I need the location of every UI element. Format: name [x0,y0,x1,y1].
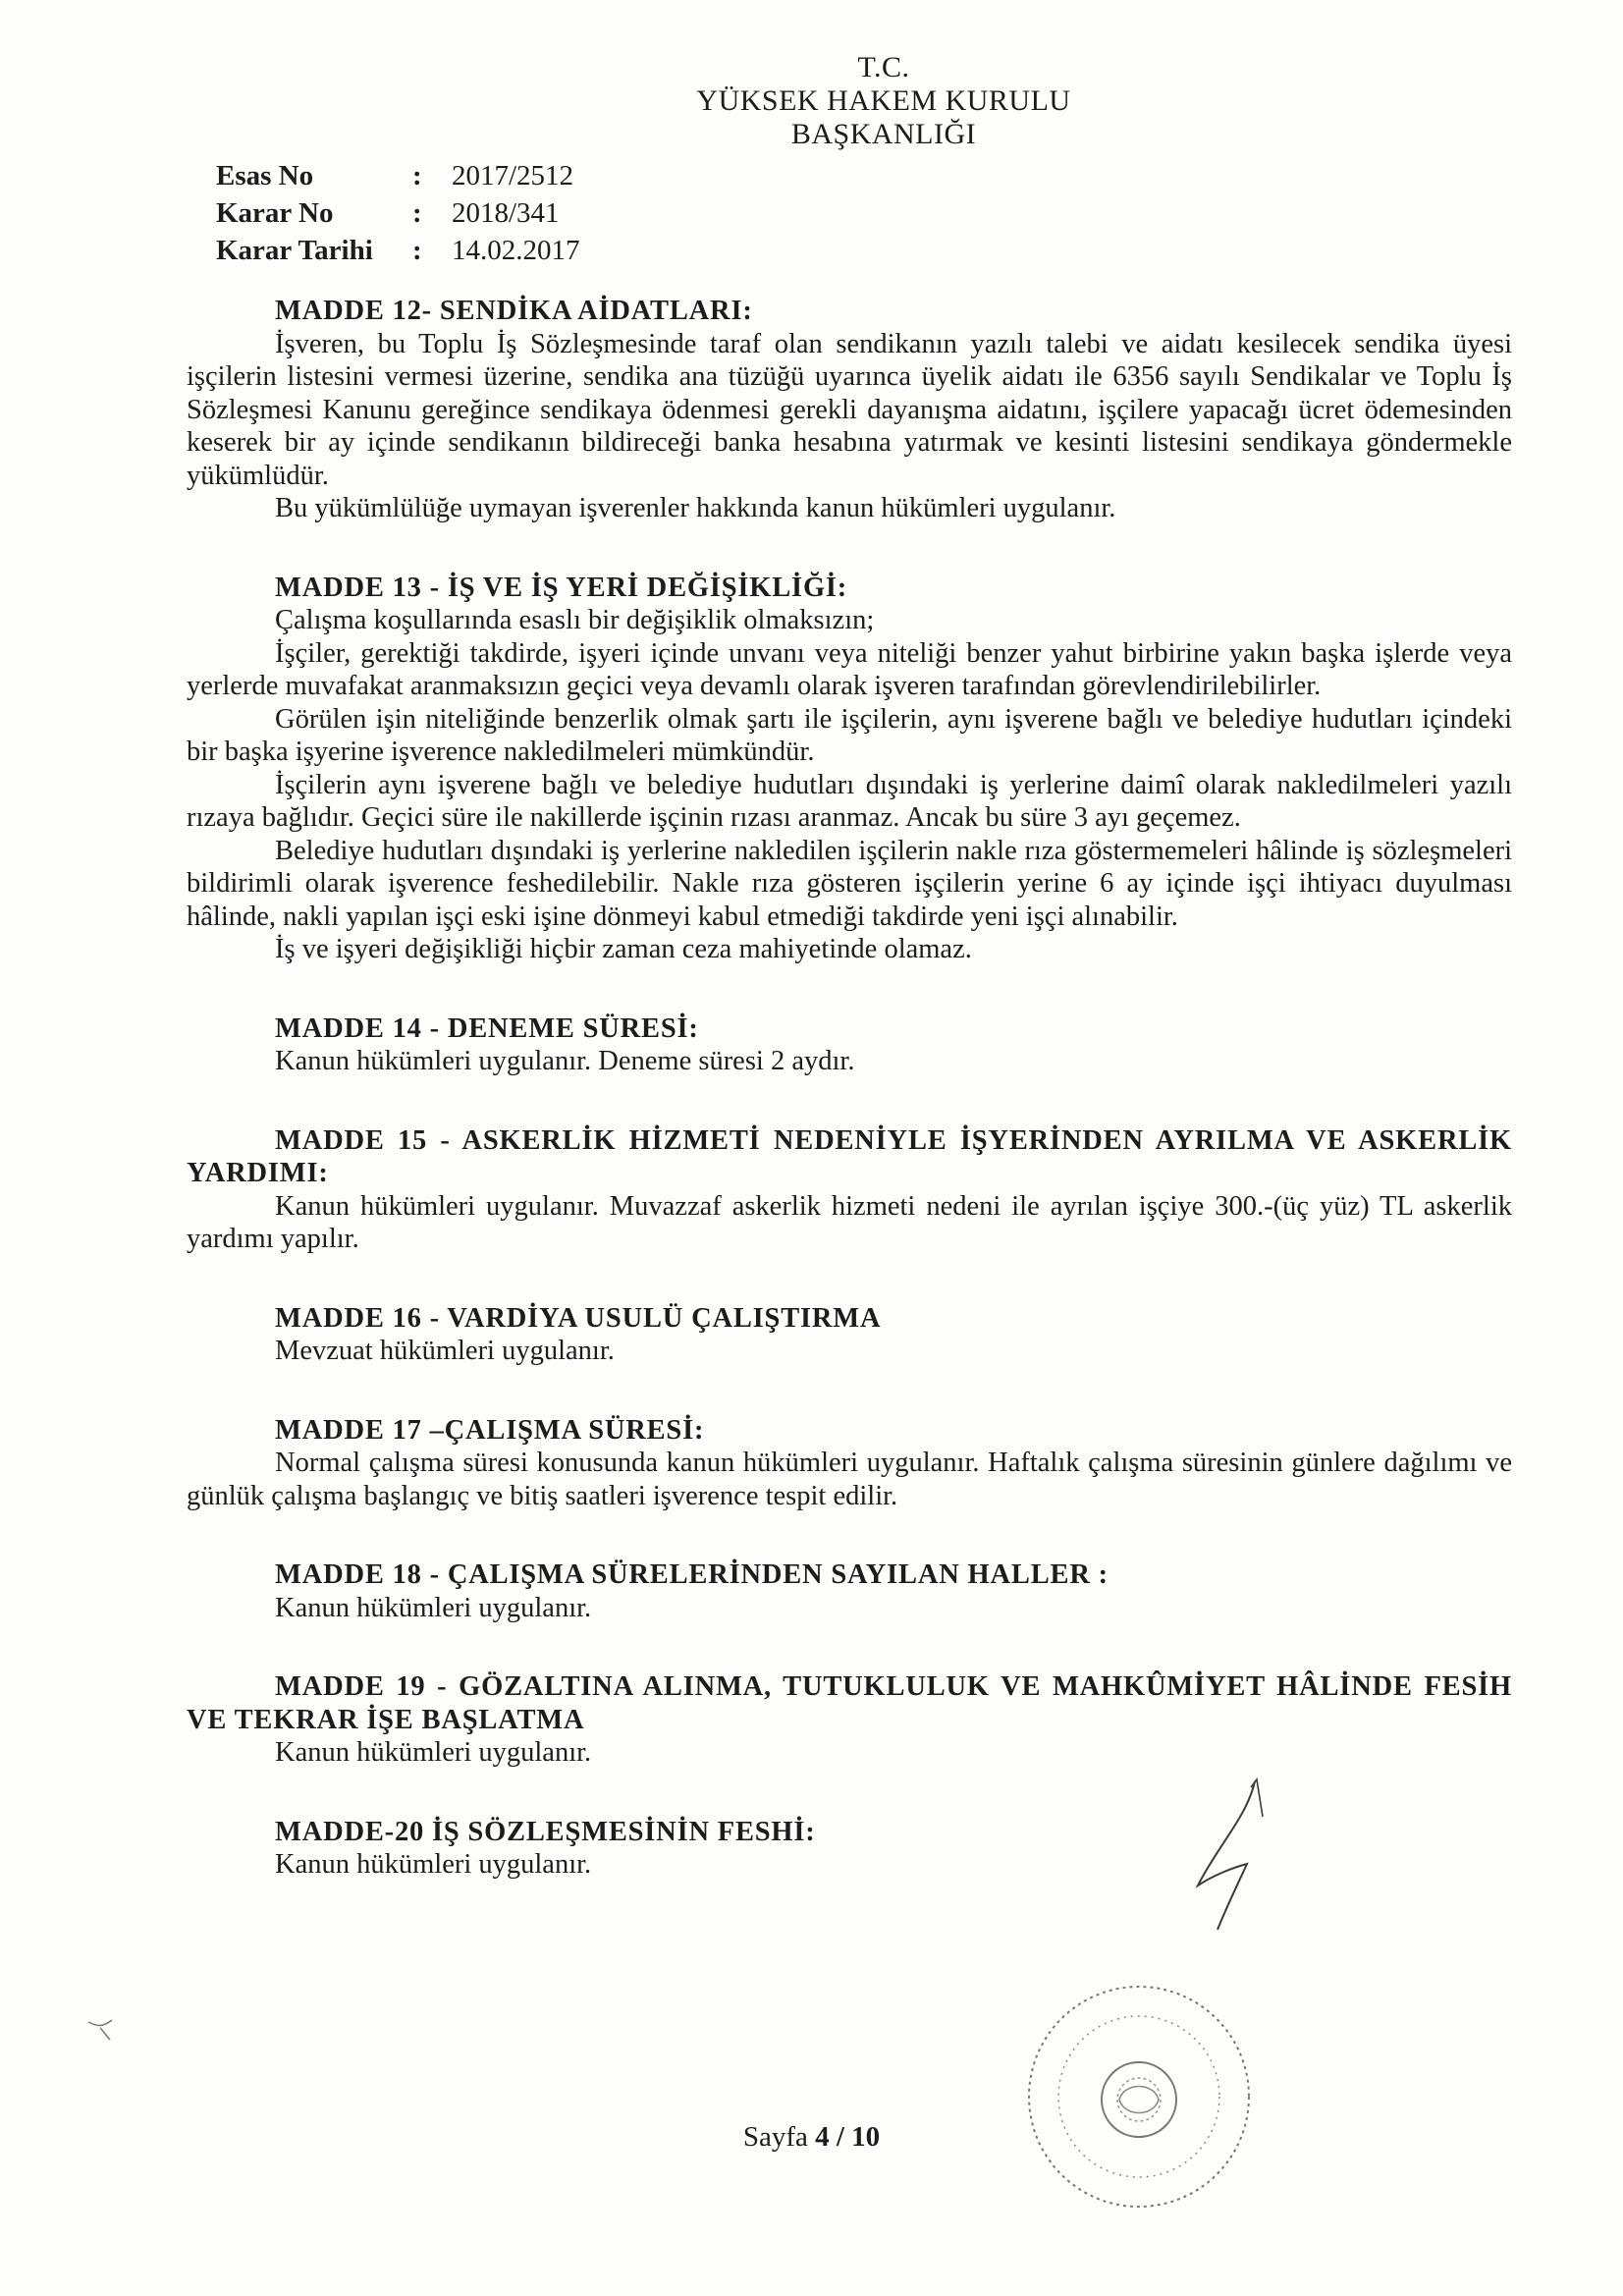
document-body [187,295,1512,1928]
case-info-row [216,194,580,232]
article-paragraph: Normal çalışma süresi konusunda kanun hükümleri uygulanır. Haftalık çalışma süresinin günlere dağılımı ve günlük çalışma başlangıç ve bitiş saatleri işverence tespit edilir. [187,1448,1512,1511]
article-paragraph: Mevzuat hükümleri uygulanır. [275,1336,615,1366]
article-20 [187,1816,1512,1882]
article-title: MADDE 19 - GÖZALTINA ALINMA, TUTUKLULUK VE MAHKÛMİYET HÂLİNDE FESİH VE TEKRAR İŞE BAŞLATMA [187,1671,1512,1735]
article-paragraph: Bu yükümlülüğe uymayan işverenler hakkında kanun hükümleri uygulanır. [275,493,1116,523]
article-title: MADDE 14 - DENEME SÜRESİ: [275,1012,699,1044]
article-paragraph: Çalışma koşullarında esaslı bir değişiklik olmaksızın; [275,605,875,635]
article-16 [187,1302,1512,1368]
case-info-value: 2018/341 [452,197,560,229]
case-info-colon: : [412,197,422,229]
case-info-colon: : [412,160,422,191]
article-18 [187,1558,1512,1624]
article-title: MADDE 18 - ÇALIŞMA SÜRELERİNDEN SAYILAN HALLER : [275,1559,1109,1590]
signature-mark [1178,1777,1286,1935]
case-info-row [216,157,580,194]
article-title: MADDE 15 - ASKERLİK HİZMETİ NEDENİYLE İŞYERİNDEN AYRILMA VE ASKERLİK YARDIMI: [187,1124,1512,1188]
article-paragraph: Kanun hükümleri uygulanır. [275,1592,592,1623]
article-title: MADDE 17 –ÇALIŞMA SÜRESİ: [275,1414,705,1446]
case-info-value: 2017/2512 [452,160,574,191]
article-paragraph: Kanun hükümleri uygulanır. [275,1737,592,1768]
case-info-value: 14.02.2017 [452,235,580,266]
article-paragraph: Kanun hükümleri uygulanır. [275,1849,592,1880]
page-footer [0,2121,1623,2154]
article-paragraph: Kanun hükümleri uygulanır. Deneme süresi 2 aydır. [275,1046,855,1076]
article-15 [187,1124,1512,1256]
case-info-colon: : [412,235,422,266]
article-paragraph: İşveren, bu Toplu İş Sözleşmesinde taraf olan sendikanın yazılı talebi ve aidatı kesilecek sendika üyesi işçilerin listesini vermesi üzerine, sendika ana tüzüğü uyarınca üyelik aidatı ile 6356 sayılı Sendikalar ve Toplu İş Sözleşmesi Kanunu gereğince sendikaya ödenmesi gerekli dayanışma aidatını, işçilere yapacağı ücret ödemesinden keserek bir ay içinde sendikanın bildireceği banka hesabına yatırmak ve kesinti listesini sendikaya göndermekle yükümlüdür. [187,328,1512,491]
article-title: MADDE 12- SENDİKA AİDATLARI: [275,296,753,326]
article-17 [187,1414,1512,1513]
article-paragraph: İşçilerin aynı işverene bağlı ve belediye hudutları dışındaki iş yerlerine daimî olarak nakledilmeleri yazılı rızaya bağlıdır. Geçici süre ile nakillerde işçinin rızası aranmaz. Ancak bu süre 3 ayı geçemez. [187,769,1512,833]
article-12 [187,295,1512,525]
article-title: MADDE-20 İŞ SÖZLEŞMESİNİN FESHİ: [275,1816,816,1847]
article-paragraph: İşçiler, gerektiği takdirde, işyeri içinde unvanı veya niteliği benzer yahut birbirine yakın başka işlerde veya yerlerde muvafakat aranmaksızın geçici veya devamlı olarak işveren tarafından görevlendirilebilirler. [187,637,1512,701]
article-title: MADDE 13 - İŞ VE İŞ YERİ DEĞİŞİKLİĞİ: [275,572,848,603]
article-paragraph: Kanun hükümleri uygulanır. Muvazzaf askerlik hizmeti nedeni ile ayrılan işçiye 300.-(üç yüz) TL askerlik yardımı yapılır. [187,1190,1512,1254]
case-info-label: Karar No [216,197,334,229]
case-info-label: Karar Tarihi [216,235,373,266]
article-paragraph: Görülen işin niteliğinde benzerlik olmak şartı ile işçilerin, aynı işverene bağlı ve belediye hudutları içindeki bir başka işyerine işverence nakledilmeleri mümkündür. [187,703,1512,767]
header-institution: YÜKSEK HAKEM KURULU [696,84,1071,117]
case-info [216,157,580,269]
case-info-label: Esas No [216,160,314,191]
header-country: T.C. [857,51,910,83]
article-paragraph: İş ve işyeri değişikliği hiçbir zaman ceza mahiyetinde olamaz. [275,934,972,964]
page-number: 4 / 10 [815,2121,881,2153]
official-seal-stamp [1001,1974,1276,2219]
document-header [628,51,1139,151]
header-office: BAŞKANLIĞI [790,118,977,150]
page-label: Sayfa [742,2121,808,2153]
article-14 [187,1012,1512,1078]
article-13 [187,572,1512,966]
article-title: MADDE 16 - VARDİYA USULÜ ÇALIŞTIRMA [275,1302,882,1334]
scan-mark [86,2018,116,2042]
article-19 [187,1670,1512,1770]
article-paragraph: Belediye hudutları dışındaki iş yerlerine nakledilen işçilerin nakle rıza göstermemeleri hâlinde iş sözleşmeleri bildirimli olarak işverence feshedilebilir. Nakle rıza gösteren işçilerin yerine 6 ay içinde işçi ihtiyacı duyulması hâlinde, nakli yapılan işçi eski işine dönmeyi kabul etmediği takdirde yeni işçi alınabilir. [187,835,1512,932]
case-info-row [216,232,580,269]
